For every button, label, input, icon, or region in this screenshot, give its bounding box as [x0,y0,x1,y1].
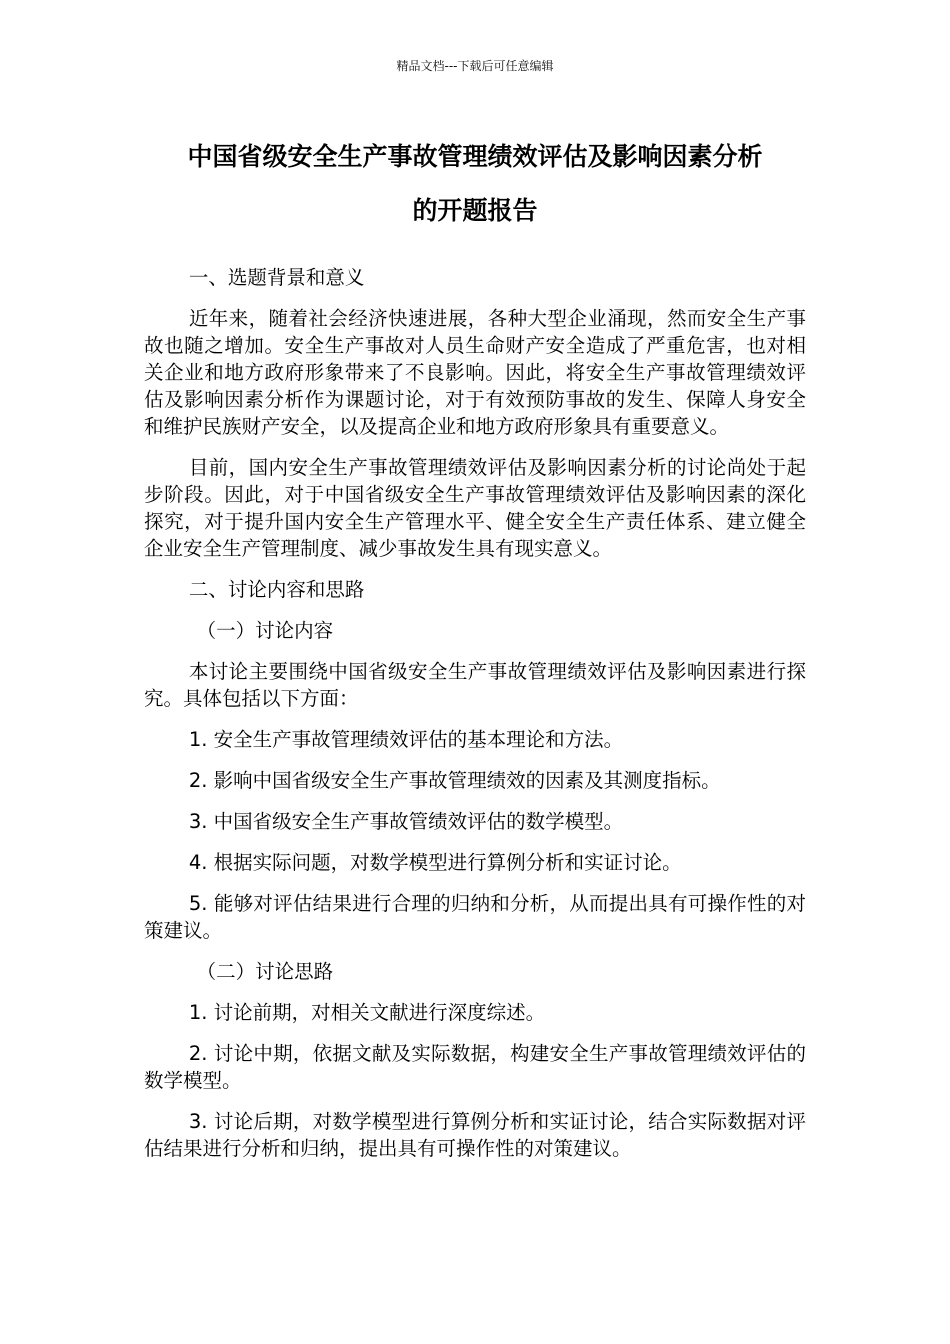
subheading-research-content: （一）讨论内容 [196,619,334,642]
paragraph-research-scope: 本讨论主要围绕中国省级安全生产事故管理绩效评估及影响因素进行探究。具体包括以下方面： [144,660,806,710]
list-item: 1. 讨论前期，对相关文献进行深度综述。 [188,1001,546,1024]
paragraph-background: 近年来，随着社会经济快速进展，各种大型企业涌现，然而安全生产事故也随之增加。安全生产事故对人员生命财产安全造成了严重危害，也对相关企业和地方政府形象带来了不良影响。因此，将安全生产事故管理绩效评估及影响因素分析作为课题讨论，对于有效预防事故的发生、保障人身安全和维护民族财产安全，以及提高企业和地方政府形象具有重要意义。 [144,307,806,438]
subheading-research-approach: （二）讨论思路 [196,960,334,983]
section-heading-background: 一、选题背景和意义 [188,266,365,289]
list-item: 3. 中国省级安全生产事故管绩效评估的数学模型。 [188,810,624,833]
document-body [144,264,806,1176]
list-item: 2. 讨论中期，依据文献及实际数据，构建安全生产事故管理绩效评估的数学模型。 [144,1042,806,1092]
paragraph-current-status: 目前，国内安全生产事故管理绩效评估及影响因素分析的讨论尚处于起步阶段。因此，对于中国省级安全生产事故管理绩效评估及影响因素的深化探究，对于提升国内安全生产管理水平、健全安全生产责任体系、建立健全企业安全生产管理制度、减少事故发生具有现实意义。 [144,456,806,560]
header-note: 精品文档---下载后可任意编辑 [396,59,554,73]
list-item: 4. 根据实际问题，对数学模型进行算例分析和实证讨论。 [188,851,682,874]
section-heading-content: 二、讨论内容和思路 [188,578,365,601]
list-item: 5. 能够对评估结果进行合理的归纳和分析，从而提出具有可操作性的对策建议。 [144,892,806,942]
document-title [120,130,830,238]
list-item: 1. 安全生产事故管理绩效评估的基本理论和方法。 [188,728,624,751]
title-line-2: 的开题报告 [412,196,538,225]
list-item: 2. 影响中国省级安全生产事故管理绩效的因素及其测度指标。 [188,769,721,792]
list-item: 3. 讨论后期，对数学模型进行算例分析和实证讨论，结合实际数据对评估结果进行分析和归纳，提出具有可操作性的对策建议。 [144,1110,806,1160]
title-line-1: 中国省级安全生产事故管理绩效评估及影响因素分析 [187,142,763,171]
